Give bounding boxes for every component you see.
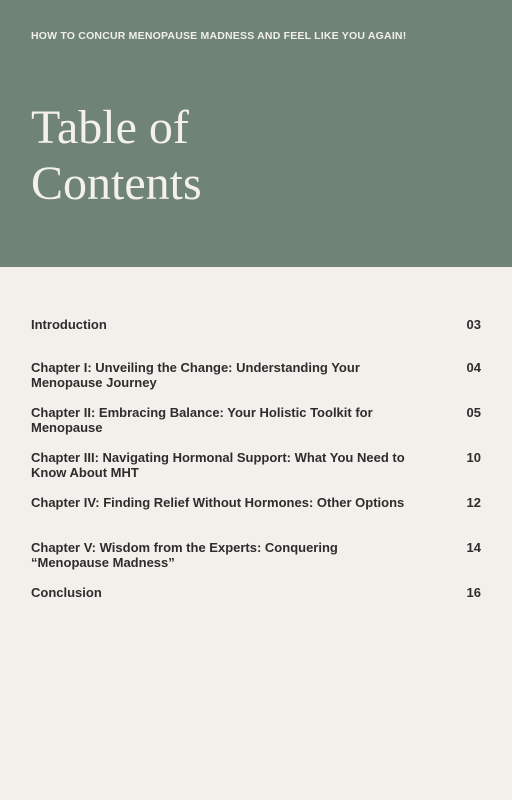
toc-entry-chapter-3[interactable]: [31, 450, 481, 480]
toc-entry-page-number: 10: [466, 450, 481, 465]
toc-entry-label: Conclusion: [31, 585, 102, 600]
toc-entry-chapter-5[interactable]: [31, 540, 481, 570]
title-line-1: Table of: [31, 101, 189, 154]
toc-entry-page-number: 05: [466, 405, 481, 420]
toc-entry-page-number: 16: [466, 585, 481, 600]
toc-entry-label: Introduction: [31, 317, 107, 332]
toc-entry-page-number: 14: [466, 540, 481, 555]
table-of-contents: [0, 267, 512, 800]
header-banner: [0, 0, 512, 267]
title-line-2: Contents: [31, 157, 202, 210]
toc-entry-page-number: 04: [466, 360, 481, 375]
page-title: [31, 100, 202, 212]
toc-entry-chapter-1[interactable]: [31, 360, 481, 390]
toc-entry-label: Chapter IV: Finding Relief Without Hormones: Other Options: [31, 495, 405, 510]
toc-entry-label: Chapter I: Unveiling the Change: Understanding Your Menopause Journey: [31, 360, 360, 390]
subtitle: HOW TO CONCUR MENOPAUSE MADNESS AND FEEL LIKE YOU AGAIN!: [31, 30, 407, 42]
toc-entry-conclusion[interactable]: [31, 585, 481, 600]
toc-entry-introduction[interactable]: [31, 317, 481, 332]
toc-entry-label: Chapter II: Embracing Balance: Your Holistic Toolkit for Menopause: [31, 405, 373, 435]
toc-entry-chapter-4[interactable]: [31, 495, 481, 510]
toc-entry-label: Chapter V: Wisdom from the Experts: Conquering “Menopause Madness”: [31, 540, 338, 570]
toc-entry-page-number: 03: [466, 317, 481, 332]
toc-entry-label: Chapter III: Navigating Hormonal Support: What You Need to Know About MHT: [31, 450, 405, 480]
toc-entry-page-number: 12: [466, 495, 481, 510]
toc-entry-chapter-2[interactable]: [31, 405, 481, 435]
